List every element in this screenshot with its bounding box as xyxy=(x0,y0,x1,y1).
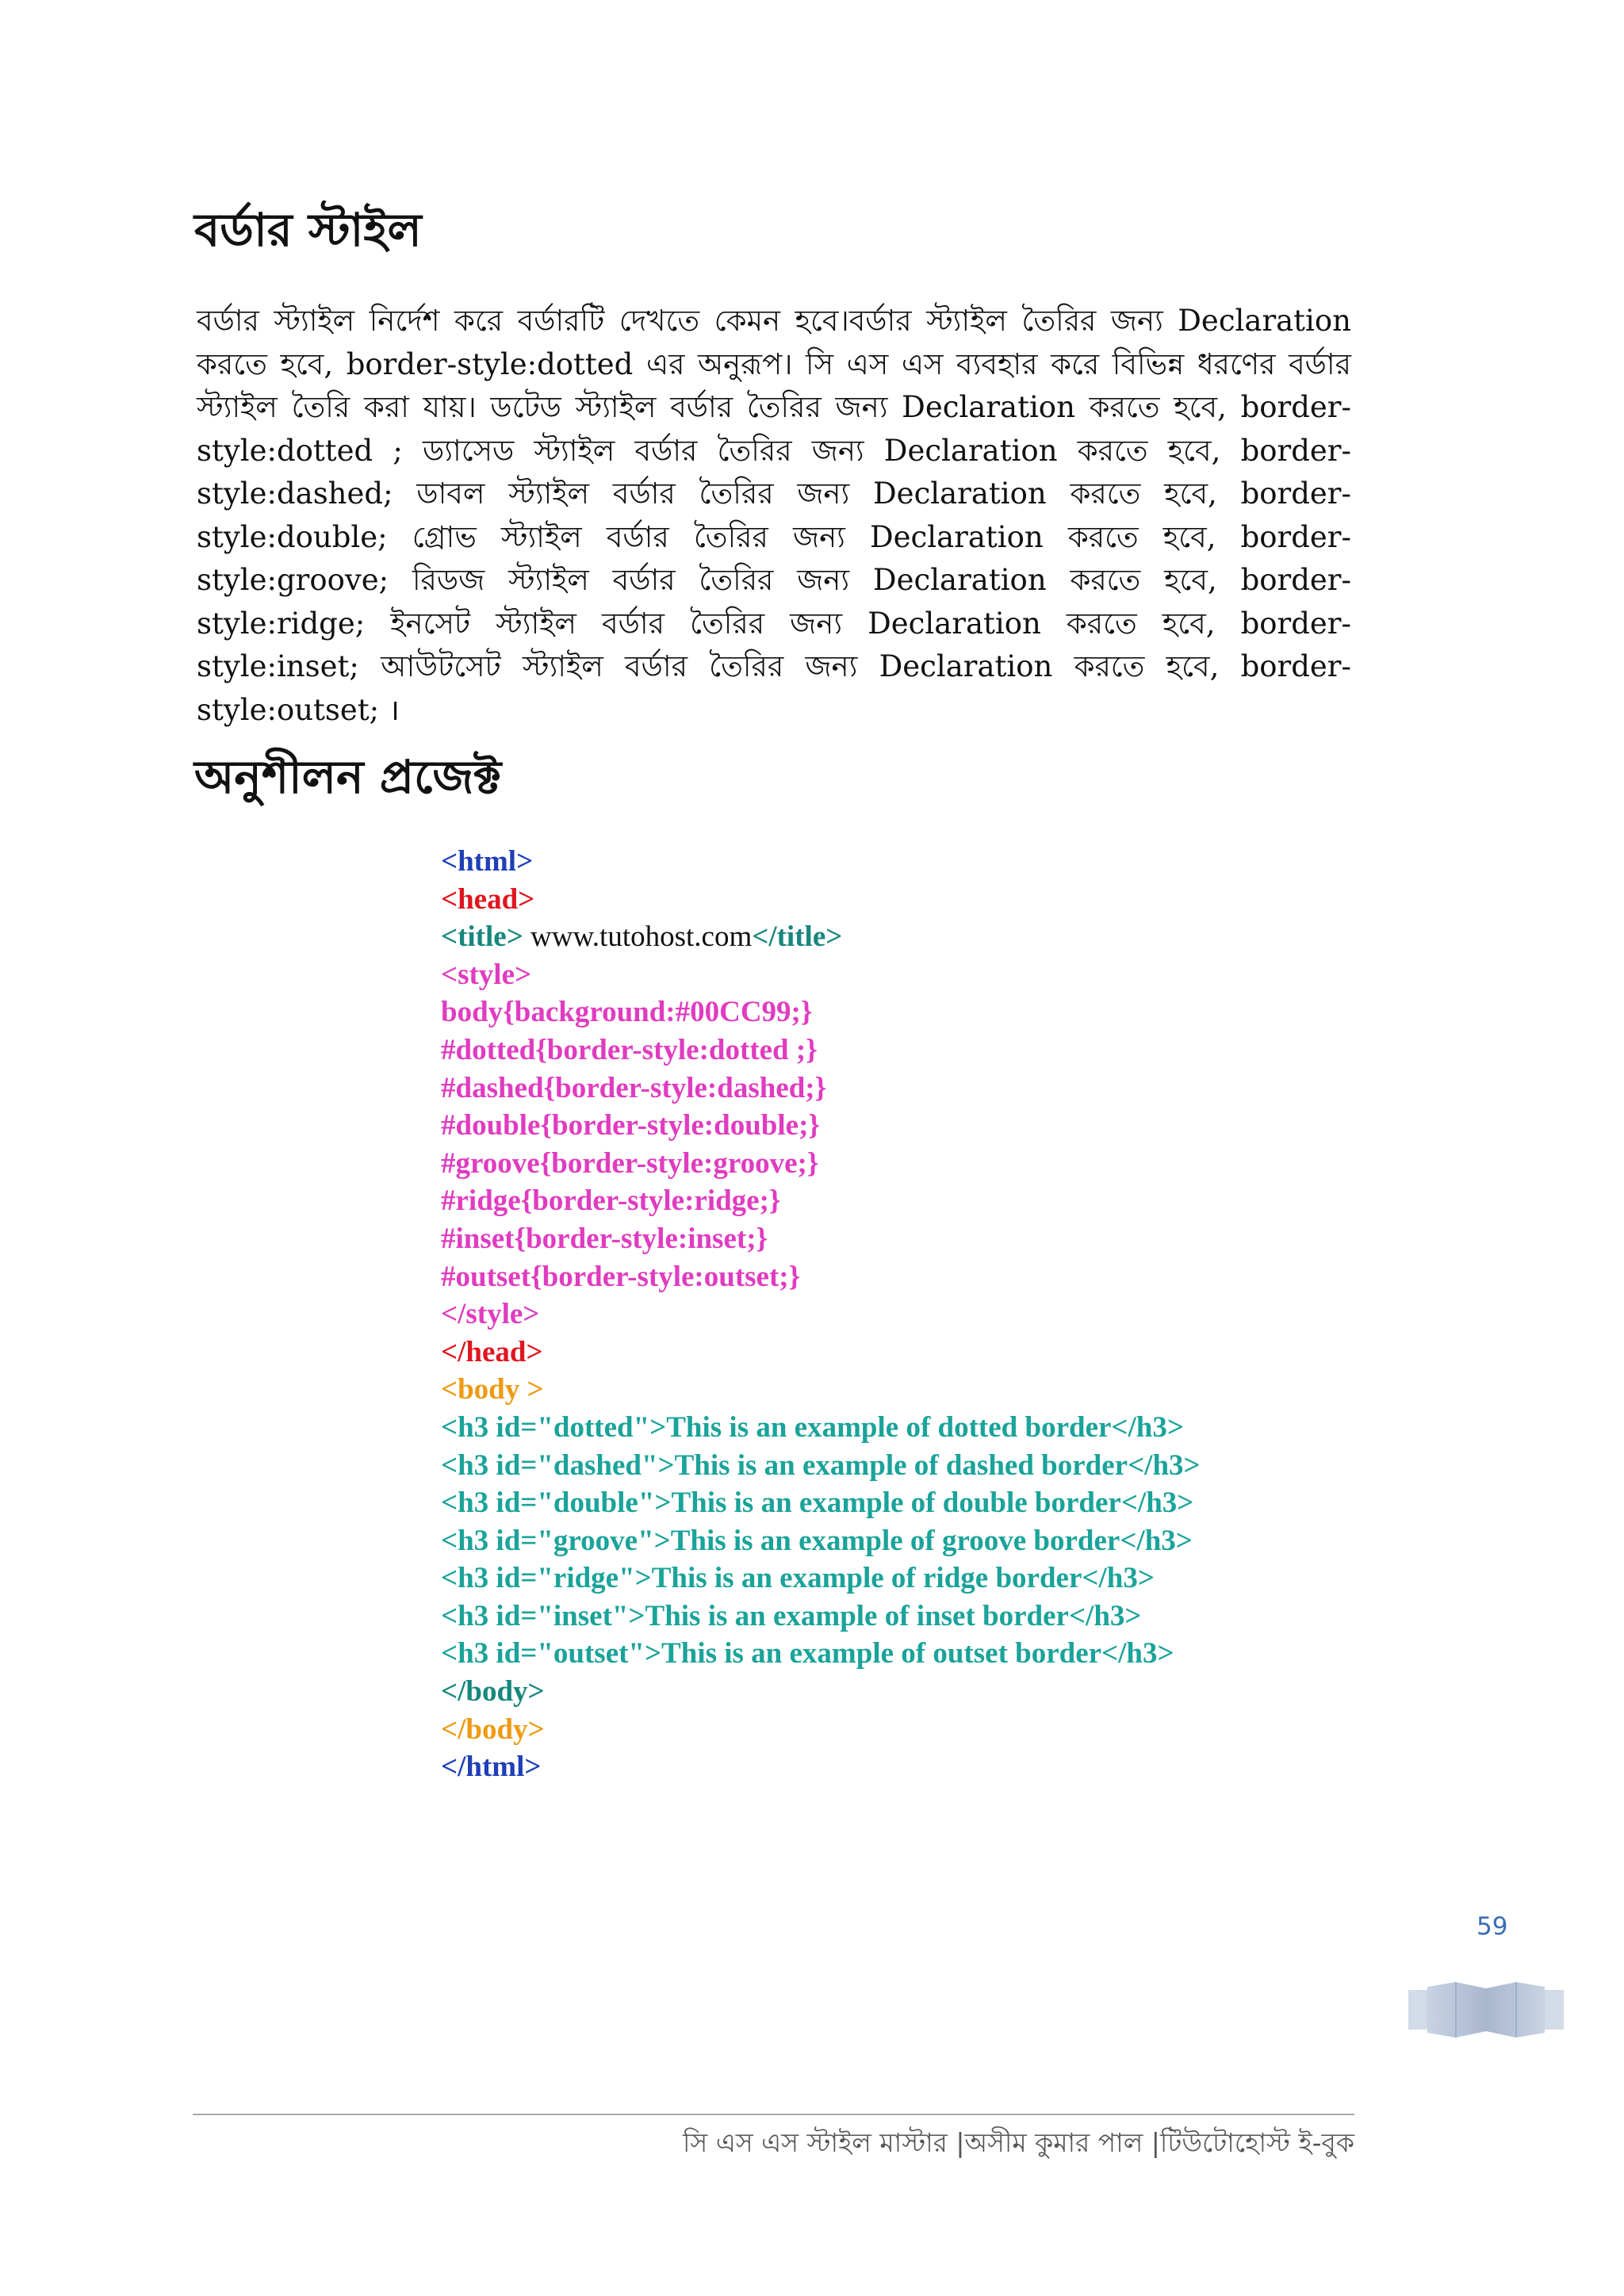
code-line-css-inset: #inset{border-style:inset;} xyxy=(441,1222,768,1255)
code-line-css-dotted: #dotted{border-style:dotted ;} xyxy=(441,1033,818,1066)
code-line-body-open: <body > xyxy=(441,1373,544,1406)
code-line-body-close-orange: </body> xyxy=(441,1712,545,1746)
code-line-css-dashed: #dashed{border-style:dashed;} xyxy=(441,1071,827,1104)
code-line-h3-outset: <h3 id="outset">This is an example of outset border</h3> xyxy=(441,1637,1174,1670)
code-line-style-close: </style> xyxy=(441,1298,540,1331)
section-heading-border-style: বর্ডার স্টাইল xyxy=(194,203,422,257)
code-line-h3-inset: <h3 id="inset">This is an example of inset border</h3> xyxy=(441,1599,1142,1632)
code-line-css-body: body{background:#00CC99;} xyxy=(441,996,813,1029)
section-heading-practice-project: অনুশীলন প্রজেক্ট xyxy=(194,750,502,804)
code-line-html-open: <html> xyxy=(441,845,534,878)
code-line-head-close: </head> xyxy=(441,1335,543,1368)
code-line-css-ridge: #ridge{border-style:ridge;} xyxy=(441,1184,781,1218)
code-line-h3-ridge: <h3 id="ridge">This is an example of ridge border</h3> xyxy=(441,1562,1155,1595)
page-number: 59 xyxy=(1477,1912,1508,1941)
code-line-head-open: <head> xyxy=(441,882,535,916)
code-line-title xyxy=(441,918,1313,956)
code-line-css-outset: #outset{border-style:outset;} xyxy=(441,1260,801,1293)
footer-divider xyxy=(193,2114,1354,2115)
code-line-h3-dotted: <h3 id="dotted">This is an example of dotted border</h3> xyxy=(441,1410,1184,1444)
code-line-h3-double: <h3 id="double">This is an example of double border</h3> xyxy=(441,1487,1194,1520)
border-style-description-paragraph: বর্ডার স্ট্যাইল নির্দেশ করে বর্ডারটি দেখতে কেমন হবে।বর্ডার স্ট্যাইল তৈরির জন্য Declaration করতে হবে, border-style:dotted এর অনুরূপ। সি এস এস ব্যবহার করে বিভিন্ন ধরণের বর্ডার স্ট্যাইল তৈরি করা যায়। ডটেড স্ট্যাইল বর্ডার তৈরির জন্য Declaration করতে হবে, border-style:dotted ; ড্যাসেড স্ট্যাইল বর্ডার তৈরির জন্য Declaration করতে হবে, border-style:dashed; ডাবল স্ট্যাইল বর্ডার তৈরির জন্য Declaration করতে হবে, border-style:double; গ্রোভ স্ট্যাইল বর্ডার তৈরির জন্য Declaration করতে হবে, border-style:groove; রিডজ স্ট্যাইল বর্ডার তৈরির জন্য Declaration করতে হবে, border-style:ridge; ইনসেট স্ট্যাইল বর্ডার তৈরির জন্য Declaration করতে হবে, border-style:inset; আউটসেট স্ট্যাইল বর্ডার তৈরির জন্য Declaration করতে হবে, border-style:outset; । xyxy=(197,304,1351,727)
code-line-css-groove: #groove{border-style:groove;} xyxy=(441,1146,819,1180)
code-line-style-open: <style> xyxy=(441,958,532,991)
code-title-close-tag: </title> xyxy=(752,920,843,954)
code-title-text: www.tutohost.com xyxy=(523,920,753,954)
page-ribbon-ornament xyxy=(1408,1980,1564,2039)
code-line-h3-groove: <h3 id="groove">This is an example of groove border</h3> xyxy=(441,1524,1193,1557)
code-listing xyxy=(441,843,1313,1786)
code-title-open-tag: <title> xyxy=(441,920,523,954)
code-line-body-close-teal: </body> xyxy=(441,1675,545,1709)
code-line-html-close: </html> xyxy=(441,1751,542,1784)
code-line-h3-dashed: <h3 id="dashed">This is an example of dashed border</h3> xyxy=(441,1448,1201,1482)
code-line-css-double: #double{border-style:double;} xyxy=(441,1109,820,1142)
footer-text: সি এস এস স্টাইল মাস্টার |অসীম কুমার পাল |টিউটোহোস্ট ই-বুক xyxy=(683,2127,1354,2158)
